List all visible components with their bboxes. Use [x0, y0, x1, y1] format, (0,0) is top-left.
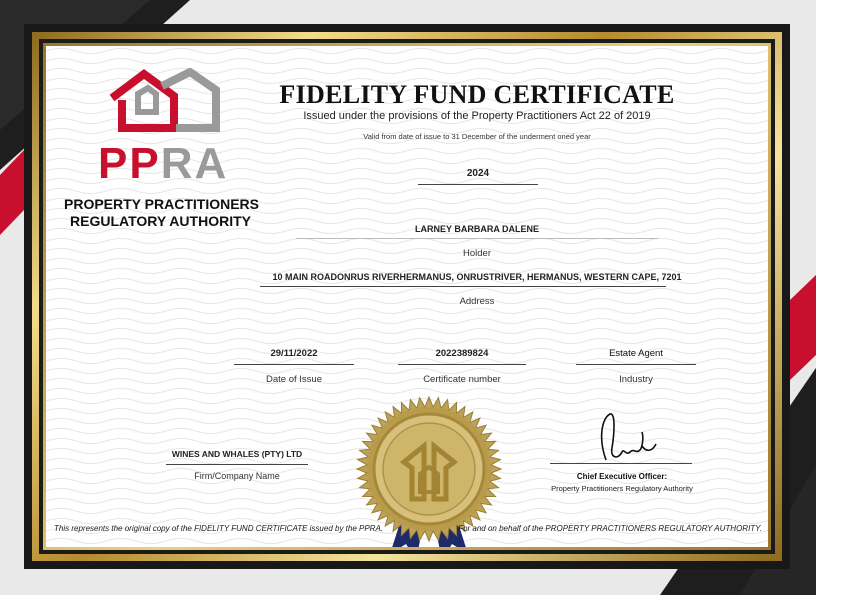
certificate-title: FIDELITY FUND CERTIFICATE	[279, 80, 675, 109]
firm-name-label: Firm/Company Name	[194, 471, 280, 481]
signatory-title: Chief Executive Officer:	[576, 472, 668, 481]
industry-underline	[576, 364, 696, 365]
authority-name	[64, 196, 264, 230]
firm-underline	[166, 464, 308, 465]
signature-icon	[576, 408, 686, 468]
certificate-paper	[46, 46, 768, 547]
date-of-issue-value: 29/11/2022	[270, 348, 318, 359]
address-label: Address	[459, 296, 495, 307]
date-underline	[234, 364, 354, 365]
address-value: 10 MAIN ROADONRUS RIVERHERMANUS, ONRUSTRIVER, HERMANUS, WESTERN CAPE, 7201	[272, 272, 682, 282]
firm-name-value: WINES AND WHALES (PTY) LTD	[171, 449, 303, 459]
date-of-issue-label: Date of Issue	[266, 374, 322, 385]
industry-label: Industry	[619, 374, 653, 385]
year-value: 2024	[466, 168, 490, 179]
address-underline	[260, 286, 666, 287]
holder-underline	[296, 238, 658, 239]
certificate-number-underline	[398, 364, 526, 365]
signatory-organisation: Property Practitioners Regulatory Authority	[551, 484, 693, 493]
signature-underline	[550, 463, 692, 464]
footer-right-text: For and on behalf of the PROPERTY PRACTITIONERS REGULATORY AUTHORITY.	[458, 524, 762, 533]
year-underline	[418, 184, 538, 185]
authority-name-line2: REGULATORY AUTHORITY	[70, 213, 251, 229]
certificate-number-label: Certificate number	[423, 374, 501, 385]
holder-label: Holder	[463, 248, 491, 259]
certificate-number-value: 2022389824	[435, 348, 489, 359]
certificate-subtitle: Issued under the provisions of the Property Practitioners Act 22 of 2019	[303, 110, 651, 122]
footer-left-text: This represents the original copy of the FIDELITY FUND CERTIFICATE issued by the PPRA.	[54, 524, 384, 533]
validity-text: Valid from date of issue to 31 December of the underment oned year	[363, 132, 591, 141]
industry-value: Estate Agent	[609, 348, 663, 359]
authority-name-line1: PROPERTY PRACTITIONERS	[64, 196, 259, 212]
ppra-wordmark: PPRA	[98, 139, 229, 188]
holder-value: LARNEY BARBARA DALENE	[414, 224, 539, 234]
